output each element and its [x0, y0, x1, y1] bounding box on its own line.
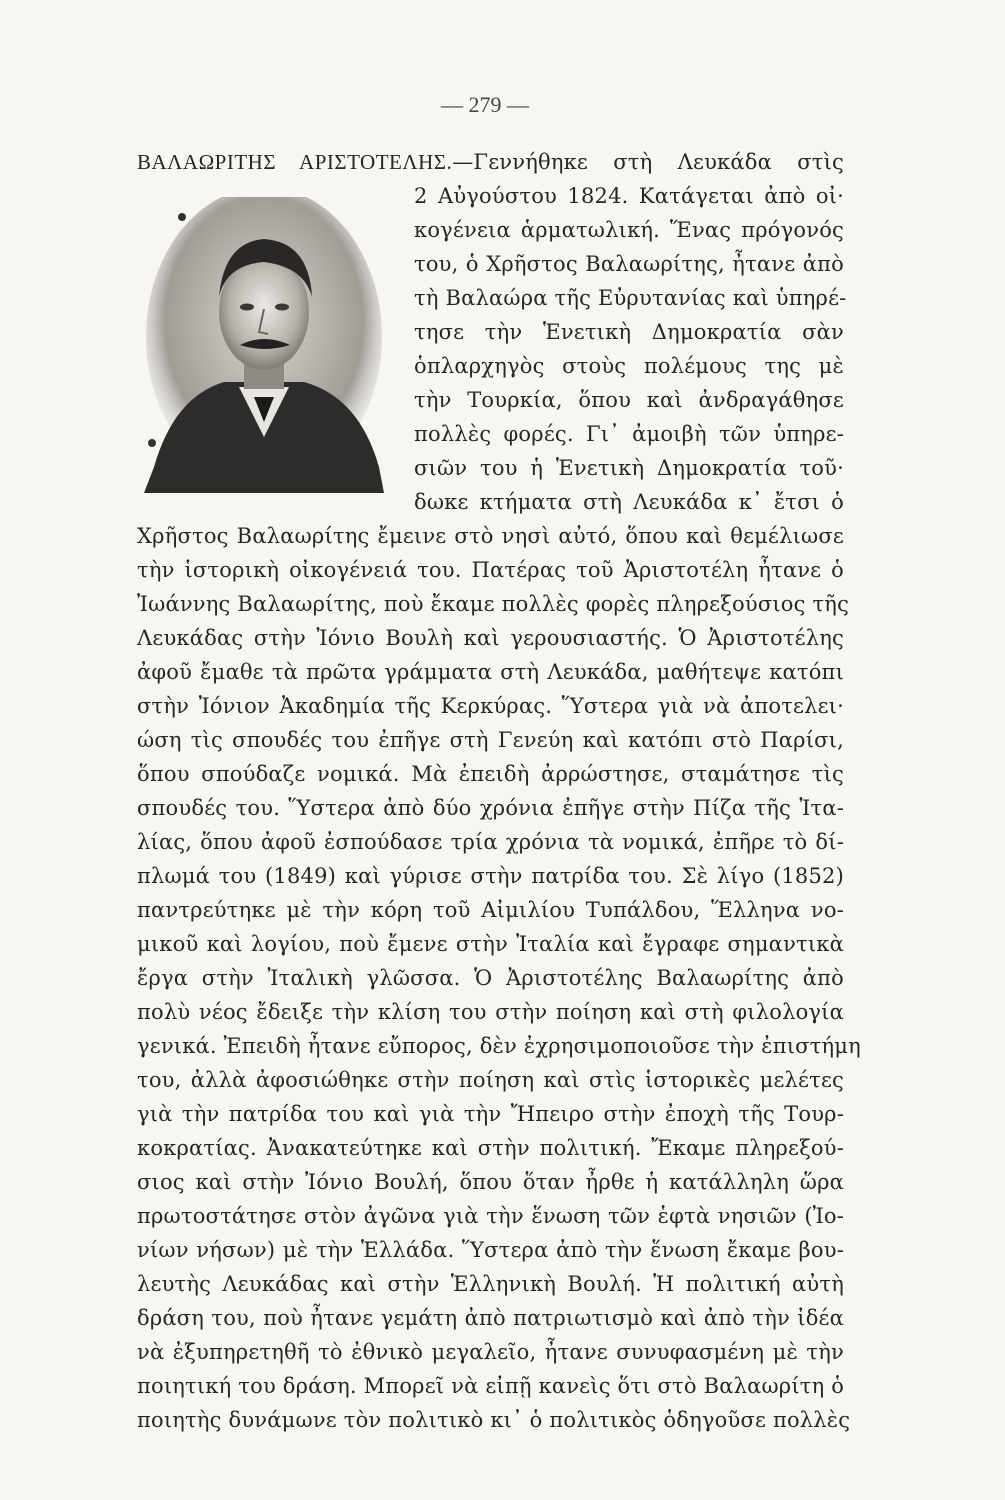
text-line-11: δωκε κτήματα στὴ Λευκάδα κ᾿ ἔτσι ὁ [414, 490, 844, 514]
text-line-8: τὴν Τουρκία, ὅπου καὶ ἀνδραγάθησε [414, 388, 844, 412]
text-line-1 [137, 148, 844, 176]
text-line-31: σιος καὶ στὴν Ἰόνιο Βουλή, ὅπου ὅταν ἦρθε ἡ κατάλληλη ὥρα [137, 1170, 844, 1194]
text-line-36: νὰ ἐξυπηρετηθῆ τὸ ἐθνικὸ μεγαλεῖο, ἦτανε συνυφασμένη μὲ τὴν [137, 1340, 844, 1364]
text-line-7: ὁπλαρχηγὸς στοὺς πολέμους της μὲ [414, 354, 844, 378]
text-line-22: πλωμά του (1849) καὶ γύρισε στὴν πατρίδα του. Σὲ λίγο (1852) [137, 864, 844, 888]
text-line-15: Λευκάδας στὴν Ἰόνιο Βουλὴ καὶ γερουσιαστής. Ὁ Ἀριστοτέλης [137, 626, 844, 650]
portrait-photo [144, 197, 384, 493]
text-line-10: σιῶν του ἡ Ἑνετικὴ Δημοκρατία τοῦ· [414, 456, 844, 480]
text-line-4: του, ὁ Χρῆστος Βαλαωρίτης, ἦτανε ἀπὸ [414, 252, 844, 276]
text-line-28: του, ἀλλὰ ἀφοσιώθηκε στὴν ποίηση καὶ στὶς ἱστορικὲς μελέτες [137, 1068, 844, 1092]
text-line-14: Ἰωάννης Βαλαωρίτης, ποὺ ἔκαμε πολλὲς φορὲς πληρεξούσιος τῆς [137, 592, 850, 616]
text-line-23: παντρεύτηκε μὲ τὴν κόρη τοῦ Αἰμιλίου Τυπάλδου, Ἕλληνα νο- [137, 898, 844, 922]
text-line-17: στὴν Ἰόνιον Ἀκαδημία τῆς Κερκύρας. Ὕστερα γιὰ νὰ ἀποτελει· [137, 694, 844, 718]
text-line-30: κοκρατίας. Ἀνακατεύτηκε καὶ στὴν πολιτική. Ἔκαμε πληρεξού- [137, 1136, 844, 1160]
text-line-33: νίων νήσων) μὲ τὴν Ἑλλάδα. Ὕστερα ἀπὸ τὴν ἕνωση ἔκαμε βου- [137, 1238, 844, 1262]
text-line-29: γιὰ τὴν πατρίδα του καὶ γιὰ τὴν Ἤπειρο στὴν ἐποχὴ τῆς Τουρ- [137, 1102, 844, 1126]
text-line-13: τὴν ἱστορικὴ οἰκογένειά του. Πατέρας τοῦ Ἀριστοτέλη ἦτανε ὁ [137, 558, 844, 582]
text-line-19: ὅπου σπούδαζε νομικά. Μὰ ἐπειδὴ ἀρρώστησε, σταμάτησε τὶς [137, 762, 844, 786]
text-line-20: σπουδές του. Ὕστερα ἀπὸ δύο χρόνια ἐπῆγε στὴν Πίζα τῆς Ἰτα- [137, 796, 844, 820]
text-line-9: πολλὲς φορές. Γι᾿ ἀμοιβὴ τῶν ὑπηρε- [414, 422, 844, 446]
text-line-32: πρωτοστάτησε στὸν ἀγῶνα γιὰ τὴν ἕνωση τῶν ἑφτὰ νησιῶν (Ἰο- [137, 1204, 844, 1228]
text-line-38: ποιητὴς δυνάμωνε τὸν πολιτικὸ κι᾿ ὁ πολιτικὸς ὁδηγοῦσε πολλὲς [137, 1408, 851, 1432]
text-line-21: λίας, ὅπου ἀφοῦ ἐσπούδασε τρία χρόνια τὰ νομικά, ἐπῆρε τὸ δί- [137, 830, 844, 854]
text-line-26: πολὺ νέος ἔδειξε τὴν κλίση του στὴν ποίηση καὶ στὴ φιλολογία [137, 1000, 844, 1024]
text-line-35: δράση του, ποὺ ἦτανε γεμάτη ἀπὸ πατριωτισμὸ καὶ ἀπὸ τὴν ἰδέα [137, 1306, 844, 1330]
text-line-5: τὴ Βαλαώρα τῆς Εὐρυτανίας καὶ ὑπηρέ- [414, 286, 847, 310]
entry-heading: ΒΑΛΑΩΡΙΤΗΣ ΑΡΙΣΤΟΤΕΛΗΣ. [137, 150, 453, 174]
text-line-24: μικοῦ καὶ λογίου, ποὺ ἔμενε στὴν Ἰταλία καὶ ἔγραφε σημαντικὰ [137, 932, 844, 956]
text-line-34: λευτὴς Λευκάδας καὶ στὴν Ἑλληνικὴ Βουλή. Ἡ πολιτική αὐτὴ [137, 1272, 844, 1296]
text-line-27: γενικά. Ἐπειδὴ ἦτανε εὔπορος, δὲν ἐχρησιμοποιοῦσε τὴν ἐπιστήμη [137, 1034, 861, 1058]
page-number: — 279 — [441, 92, 529, 117]
text-line-18: ώση τὶς σπουδές του ἐπῆγε στὴ Γενεύη καὶ κατόπι στὸ Παρίσι, [137, 728, 844, 752]
text-line-2: 2 Αὐγούστου 1824. Κατάγεται ἀπὸ οἰ· [414, 184, 844, 208]
heading-continuation: —Γεννήθηκε στὴ Λευκάδα στὶς [452, 150, 844, 174]
text-line-3: κογένεια ἁρματωλική. Ἕνας πρόγονός [414, 218, 844, 242]
text-line-12: Χρῆστος Βαλαωρίτης ἔμεινε στὸ νησὶ αὐτό, ὅπου καὶ θεμέλιωσε [137, 524, 844, 548]
text-line-37: ποιητική του δράση. Μπορεῖ νὰ εἰπῇ κανεὶς ὅτι στὸ Βαλαωρίτη ὁ [137, 1374, 845, 1398]
text-line-16: ἀφοῦ ἔμαθε τὰ πρῶτα γράμματα στὴ Λευκάδα, μαθήτεψε κατόπι [137, 660, 844, 684]
text-line-6: τησε τὴν Ἑνετικὴ Δημοκρατία σὰν [414, 320, 844, 344]
text-line-25: ἔργα στὴν Ἰταλικὴ γλῶσσα. Ὁ Ἀριστοτέλης Βαλαωρίτης ἀπὸ [137, 966, 844, 990]
